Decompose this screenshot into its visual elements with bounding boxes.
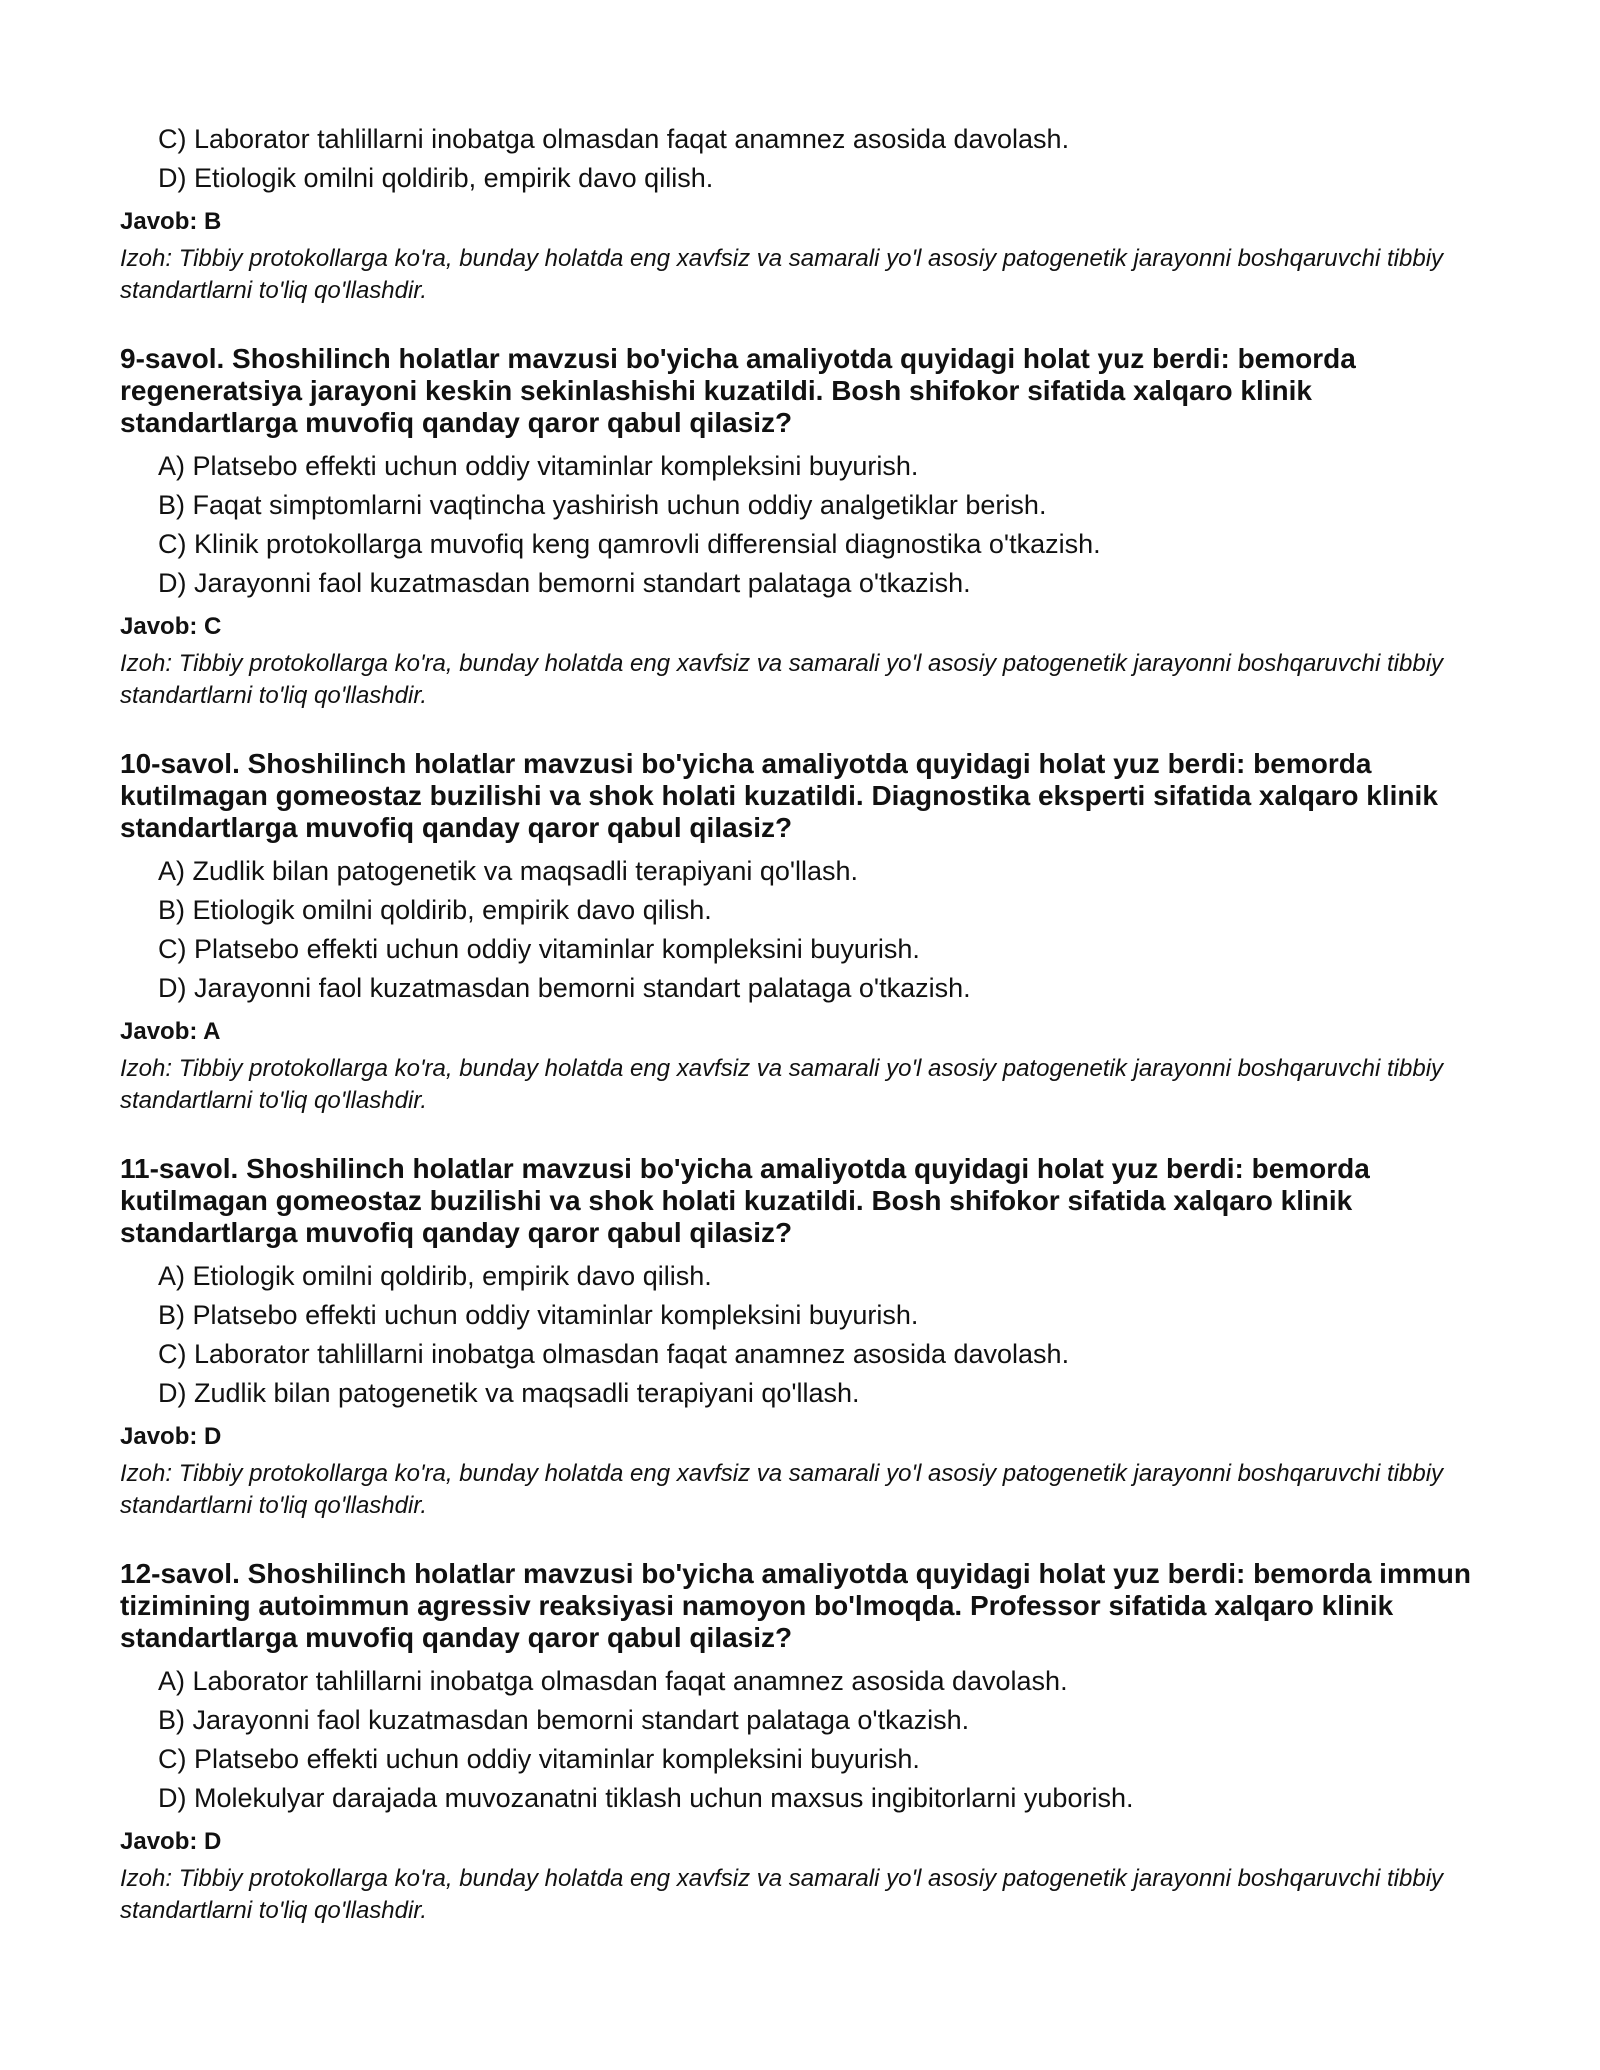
question-title: 10-savol. Shoshilinch holatlar mavzusi bo'yicha amaliyotda quyidagi holat yuz berdi: bemorda kutilmagan gomeostaz buzilishi va shok holati kuzatildi. Diagnostika eksperti sifatida xalqaro klinik standartlarga muvofiq qanday qaror qabul qilasiz?	[120, 748, 1438, 843]
answer-label: Javob: D	[120, 1828, 222, 1855]
option-d: D) Zudlik bilan patogenetik va maqsadli terapiyani qo'llash.	[158, 1378, 860, 1408]
option-b: B) Platsebo effekti uchun oddiy vitaminlar kompleksini buyurish.	[158, 1300, 919, 1330]
document-page	[120, 120, 1490, 1927]
explanation-note: Izoh: Tibbiy protokollarga ko'ra, bunday holatda eng xavfsiz va samarali yo'l asosiy patogenetik jarayonni boshqaruvchi tibbiy standartlarni to'liq qo'llashdir.	[120, 650, 1444, 709]
option-c: C) Laborator tahlillarni inobatga olmasdan faqat anamnez asosida davolash.	[158, 124, 1070, 154]
option-d: D) Etiologik omilni qoldirib, empirik davo qilish.	[158, 163, 714, 193]
option-a: A) Platsebo effekti uchun oddiy vitaminlar kompleksini buyurish.	[158, 451, 919, 481]
answer-label: Javob: B	[120, 208, 222, 235]
option-a: A) Zudlik bilan patogenetik va maqsadli terapiyani qo'llash.	[158, 856, 859, 886]
option-b: B) Etiologik omilni qoldirib, empirik davo qilish.	[158, 895, 712, 925]
question-9	[120, 343, 1490, 712]
answer-label: Javob: A	[120, 1018, 221, 1045]
explanation-note: Izoh: Tibbiy protokollarga ko'ra, bunday holatda eng xavfsiz va samarali yo'l asosiy patogenetik jarayonni boshqaruvchi tibbiy standartlarni to'liq qo'llashdir.	[120, 1460, 1444, 1519]
explanation-note: Izoh: Tibbiy protokollarga ko'ra, bunday holatda eng xavfsiz va samarali yo'l asosiy patogenetik jarayonni boshqaruvchi tibbiy standartlarni to'liq qo'llashdir.	[120, 245, 1444, 304]
previous-question-tail	[120, 120, 1490, 307]
option-d: D) Jarayonni faol kuzatmasdan bemorni standart palataga o'tkazish.	[158, 568, 971, 598]
explanation-note: Izoh: Tibbiy protokollarga ko'ra, bunday holatda eng xavfsiz va samarali yo'l asosiy patogenetik jarayonni boshqaruvchi tibbiy standartlarni to'liq qo'llashdir.	[120, 1865, 1444, 1924]
question-title: 9-savol. Shoshilinch holatlar mavzusi bo'yicha amaliyotda quyidagi holat yuz berdi: bemorda regeneratsiya jarayoni keskin sekinlashishi kuzatildi. Bosh shifokor sifatida xalqaro klinik standartlarga muvofiq qanday qaror qabul qilasiz?	[120, 343, 1356, 438]
option-b: B) Faqat simptomlarni vaqtincha yashirish uchun oddiy analgetiklar berish.	[158, 490, 1047, 520]
option-d: D) Jarayonni faol kuzatmasdan bemorni standart palataga o'tkazish.	[158, 973, 971, 1003]
question-title: 11-savol. Shoshilinch holatlar mavzusi bo'yicha amaliyotda quyidagi holat yuz berdi: bemorda kutilmagan gomeostaz buzilishi va shok holati kuzatildi. Bosh shifokor sifatida xalqaro klinik standartlarga muvofiq qanday qaror qabul qilasiz?	[120, 1153, 1370, 1248]
option-c: C) Platsebo effekti uchun oddiy vitaminlar kompleksini buyurish.	[158, 934, 920, 964]
question-12	[120, 1558, 1490, 1927]
question-10	[120, 748, 1490, 1117]
answer-label: Javob: D	[120, 1423, 222, 1450]
question-11	[120, 1153, 1490, 1522]
explanation-note: Izoh: Tibbiy protokollarga ko'ra, bunday holatda eng xavfsiz va samarali yo'l asosiy patogenetik jarayonni boshqaruvchi tibbiy standartlarni to'liq qo'llashdir.	[120, 1055, 1444, 1114]
option-c: C) Platsebo effekti uchun oddiy vitaminlar kompleksini buyurish.	[158, 1744, 920, 1774]
option-a: A) Laborator tahlillarni inobatga olmasdan faqat anamnez asosida davolash.	[158, 1666, 1068, 1696]
option-a: A) Etiologik omilni qoldirib, empirik davo qilish.	[158, 1261, 712, 1291]
answer-label: Javob: C	[120, 613, 222, 640]
option-b: B) Jarayonni faol kuzatmasdan bemorni standart palataga o'tkazish.	[158, 1705, 970, 1735]
option-c: C) Klinik protokollarga muvofiq keng qamrovli differensial diagnostika o'tkazish.	[158, 529, 1101, 559]
option-d: D) Molekulyar darajada muvozanatni tiklash uchun maxsus ingibitorlarni yuborish.	[158, 1783, 1134, 1813]
option-c: C) Laborator tahlillarni inobatga olmasdan faqat anamnez asosida davolash.	[158, 1339, 1070, 1369]
question-title: 12-savol. Shoshilinch holatlar mavzusi bo'yicha amaliyotda quyidagi holat yuz berdi: bemorda immun tizimining autoimmun agressiv reaksiyasi namoyon bo'lmoqda. Professor sifatida xalqaro klinik standartlarga muvofiq qanday qaror qabul qilasiz?	[120, 1558, 1471, 1653]
